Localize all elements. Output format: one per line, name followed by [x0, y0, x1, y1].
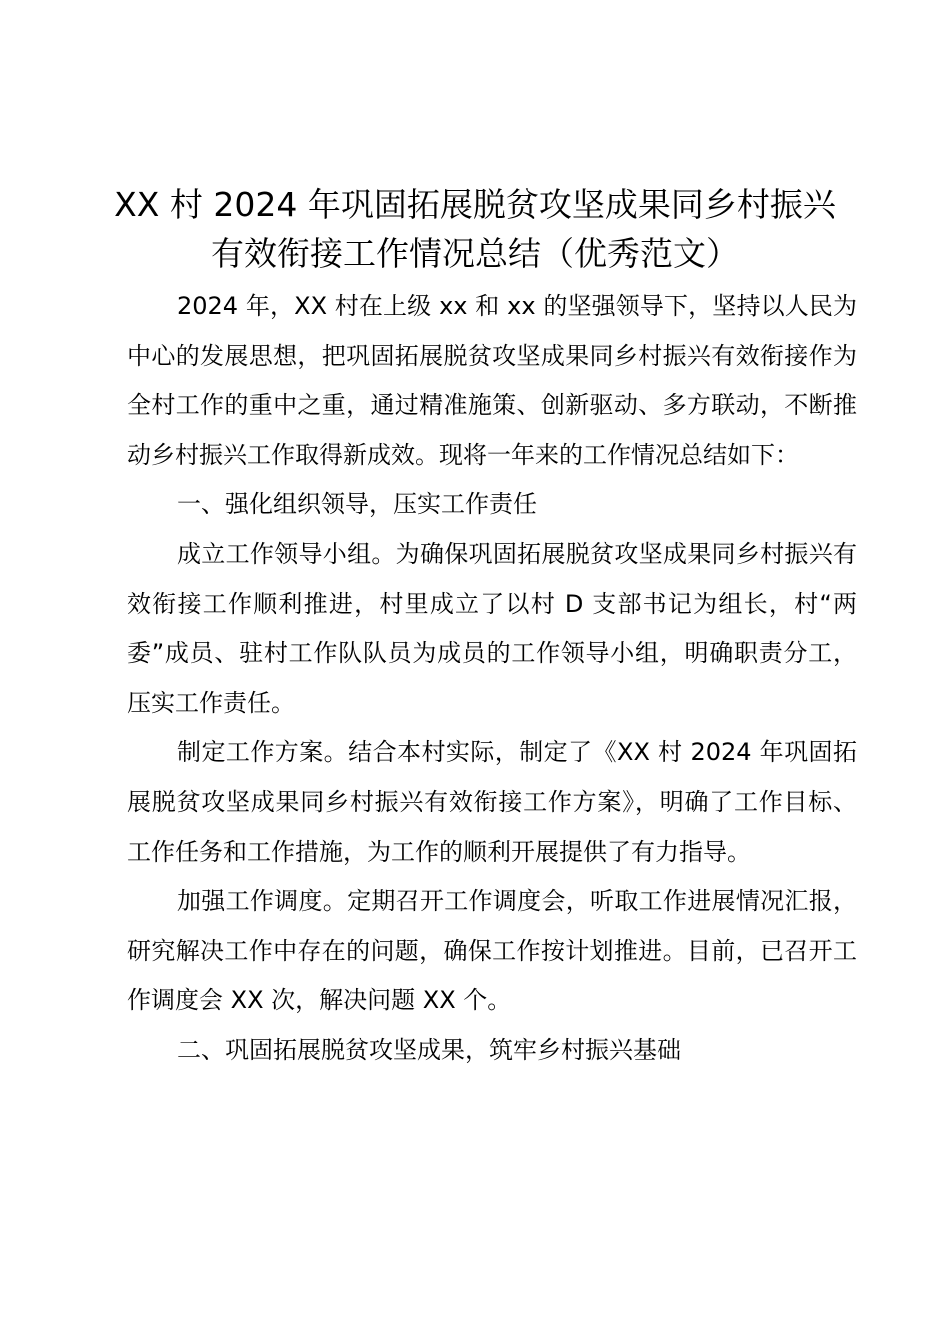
section-heading-1: 一、强化组织领导，压实工作责任 — [177, 490, 537, 519]
document-title: XX 村 2024 年巩固拓展脱贫攻坚成果同乡村振兴有效衔接工作情况总结（优秀范文） — [114, 185, 836, 273]
paragraph-leading-group: 成立工作领导小组。为确保巩固拓展脱贫攻坚成果同乡村振兴有效衔接工作顺利推进，村里成立了以村 D 支部书记为组长，村“两委”成员、驻村工作队队员为成员的工作领导小组，明确职责分工，压实工作责任。 — [127, 539, 857, 717]
intro-paragraph: 2024 年，XX 村在上级 xx 和 xx 的坚强领导下，坚持以人民为中心的发展思想，把巩固拓展脱贫攻坚成果同乡村振兴有效衔接作为全村工作的重中之重，通过精准施策、创新驱动、多方联动，不断推动乡村振兴工作取得新成效。现将一年来的工作情况总结如下： — [127, 292, 857, 469]
paragraph-work-scheduling: 加强工作调度。定期召开工作调度会，听取工作进展情况汇报，研究解决工作中存在的问题，确保工作按计划推进。目前，已召开工作调度会 XX 次，解决问题 XX 个。 — [127, 887, 857, 1015]
section-heading-2: 二、巩固拓展脱贫攻坚成果，筑牢乡村振兴基础 — [177, 1035, 681, 1064]
document-body — [127, 282, 857, 1076]
paragraph-work-plan: 制定工作方案。结合本村实际，制定了《XX 村 2024 年巩固拓展脱贫攻坚成果同乡村振兴有效衔接工作方案》，明确了工作目标、工作任务和工作措施，为工作的顺利开展提供了有力指导。 — [127, 738, 857, 866]
